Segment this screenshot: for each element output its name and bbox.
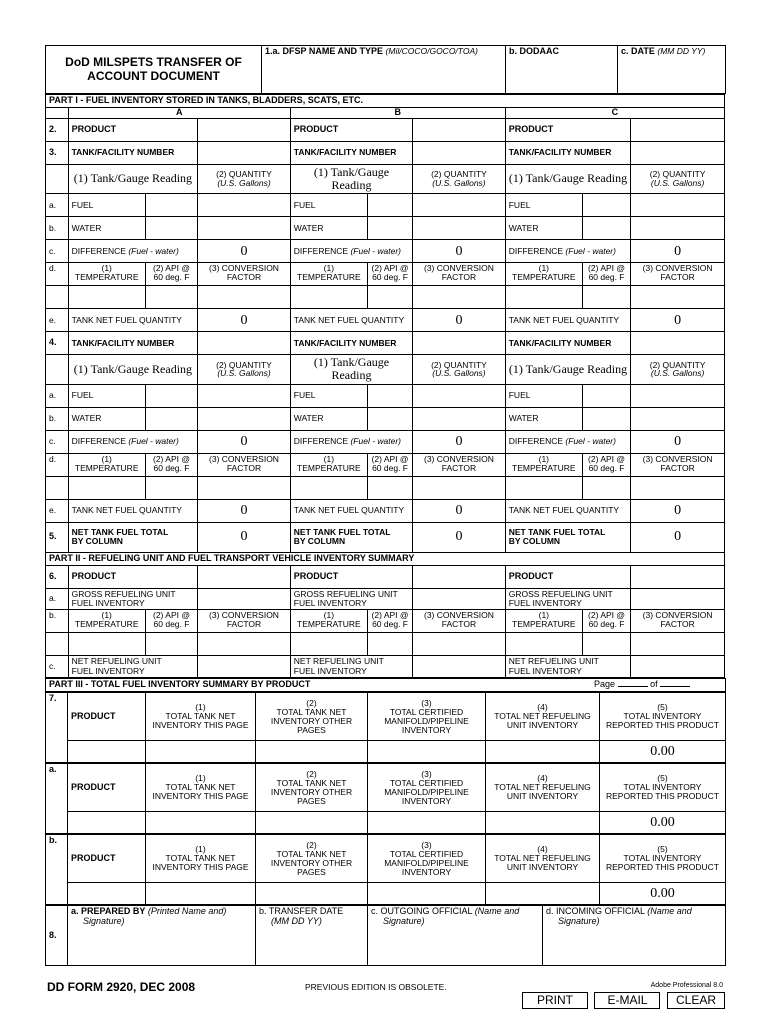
row4-num: 4. bbox=[46, 332, 69, 355]
temp-a-input[interactable] bbox=[68, 286, 145, 309]
quantity-c-header: (2) QUANTITY (U.S. Gallons) bbox=[631, 164, 725, 193]
api-a-header: (2) API @ 60 deg. F bbox=[145, 263, 197, 286]
water-a-qty[interactable] bbox=[198, 217, 291, 240]
water2-a-gauge[interactable] bbox=[145, 407, 197, 430]
product-b-label: PRODUCT bbox=[290, 118, 412, 141]
part3-table bbox=[45, 678, 726, 692]
row7-v1-input[interactable] bbox=[146, 741, 256, 763]
difference-a-label: DIFFERENCE (Fuel - water) bbox=[68, 240, 198, 263]
difference2-c-label: DIFFERENCE (Fuel - water) bbox=[505, 430, 630, 453]
conv-c-header: (3) CONVERSION FACTOR bbox=[631, 263, 725, 286]
p2-conv-b-input[interactable] bbox=[413, 633, 506, 656]
water-b-qty[interactable] bbox=[413, 217, 506, 240]
fuel-c-gauge[interactable] bbox=[582, 194, 630, 217]
rowa-num: a. bbox=[46, 764, 68, 834]
water-a-label: WATER bbox=[68, 217, 145, 240]
form-title-line1: DoD MILSPETS TRANSFER OF bbox=[65, 55, 242, 70]
api2-b-header: (2) API @ 60 deg. F bbox=[367, 453, 412, 476]
row7-total-value: 0.00 bbox=[600, 741, 726, 763]
incoming-official-hint: (Name and bbox=[647, 906, 692, 917]
rowb-v3-input[interactable] bbox=[368, 883, 486, 905]
net-refuel-b-label: NET REFUELING UNIT FUEL INVENTORY bbox=[290, 656, 412, 678]
p2-product-a-label: PRODUCT bbox=[68, 565, 198, 588]
gross-b-input[interactable] bbox=[413, 588, 506, 610]
rowb-product-label: PRODUCT bbox=[68, 835, 146, 883]
tank-net2-b-label: TANK NET FUEL QUANTITY bbox=[290, 499, 412, 522]
gauge-reading-b: (1) Tank/Gauge Reading bbox=[290, 164, 412, 193]
fuel2-c-qty[interactable] bbox=[631, 384, 725, 407]
api2-a-header: (2) API @ 60 deg. F bbox=[145, 453, 197, 476]
water2-a-label: WATER bbox=[68, 407, 145, 430]
row7-h2: (2) TOTAL TANK NET INVENTORY OTHER PAGES bbox=[256, 693, 368, 741]
row3e-num: e. bbox=[46, 309, 69, 332]
rowa-product-input[interactable] bbox=[68, 812, 146, 834]
api2-b-input[interactable] bbox=[367, 476, 412, 499]
date-label: c. DATE bbox=[621, 46, 655, 56]
fuel2-a-gauge[interactable] bbox=[145, 384, 197, 407]
row7-h1: (1) TOTAL TANK NET INVENTORY THIS PAGE bbox=[146, 693, 256, 741]
tank-net2-c-value: 0 bbox=[631, 499, 725, 522]
row8-num: 8. bbox=[46, 906, 68, 966]
row6b-num: b. bbox=[46, 610, 69, 633]
tank-facility-a-label: TANK/FACILITY NUMBER bbox=[68, 141, 198, 164]
row6c-num: c. bbox=[46, 656, 69, 678]
rowb-total-value: 0.00 bbox=[600, 883, 726, 905]
temp-c-header: (1) TEMPERATURE bbox=[505, 263, 582, 286]
action-buttons bbox=[522, 992, 725, 1009]
water2-b-gauge[interactable] bbox=[367, 407, 412, 430]
transfer-date-hint: (MM DD YY) bbox=[271, 916, 322, 927]
row5-num: 5. bbox=[46, 522, 69, 552]
p2-temp-c-input[interactable] bbox=[505, 633, 582, 656]
form-id: DD FORM 2920, DEC 2008 bbox=[47, 980, 196, 994]
rowb-v1-input[interactable] bbox=[146, 883, 256, 905]
gauge-reading-c: (1) Tank/Gauge Reading bbox=[505, 164, 630, 193]
gauge-reading2-c: (1) Tank/Gauge Reading bbox=[505, 355, 630, 384]
product-a-label: PRODUCT bbox=[68, 118, 198, 141]
transfer-date-field[interactable] bbox=[256, 906, 368, 966]
rowa-v3-input[interactable] bbox=[368, 812, 486, 834]
rowb-num: b. bbox=[46, 835, 68, 905]
net-refuel-c-label: NET REFUELING UNIT FUEL INVENTORY bbox=[505, 656, 630, 678]
col-a-header: A bbox=[68, 107, 290, 118]
water-b-gauge[interactable] bbox=[367, 217, 412, 240]
rowb-v4-input[interactable] bbox=[486, 883, 600, 905]
part2-title: PART II - REFUELING UNIT AND FUEL TRANSPORT VEHICLE INVENTORY SUMMARY bbox=[46, 552, 725, 565]
net-refuel-a-input[interactable] bbox=[198, 656, 291, 678]
tank-facility2-a-label: TANK/FACILITY NUMBER bbox=[68, 332, 198, 355]
fuel-b-label: FUEL bbox=[290, 194, 367, 217]
quantity2-b-header: (2) QUANTITY (U.S. Gallons) bbox=[413, 355, 506, 384]
dfsp-name-field[interactable] bbox=[262, 46, 506, 94]
quantity2-a-header: (2) QUANTITY (U.S. Gallons) bbox=[198, 355, 291, 384]
gross-a-input[interactable] bbox=[198, 588, 291, 610]
prepared-by-field[interactable] bbox=[68, 906, 256, 966]
rowb-product-input[interactable] bbox=[68, 883, 146, 905]
page-input[interactable] bbox=[618, 686, 648, 687]
rowa-v1-input[interactable] bbox=[146, 812, 256, 834]
gauge-reading-a: (1) Tank/Gauge Reading bbox=[68, 164, 198, 193]
signature-table bbox=[45, 905, 726, 966]
email-button[interactable]: E-MAIL bbox=[594, 992, 660, 1009]
date-hint: (MM DD YY) bbox=[657, 46, 706, 56]
form-title-line2: ACCOUNT DOCUMENT bbox=[87, 68, 220, 83]
part1-table bbox=[45, 94, 725, 678]
fuel2-c-gauge[interactable] bbox=[582, 384, 630, 407]
row2-num: 2. bbox=[46, 118, 69, 141]
api-b-input[interactable] bbox=[367, 286, 412, 309]
water2-b-label: WATER bbox=[290, 407, 367, 430]
tank-facility-b-input[interactable] bbox=[413, 141, 506, 164]
tank-net-c-value: 0 bbox=[631, 309, 725, 332]
api2-c-input[interactable] bbox=[582, 476, 630, 499]
product-b-input[interactable] bbox=[413, 118, 506, 141]
temp-a-header: (1) TEMPERATURE bbox=[68, 263, 145, 286]
net-total-b-value: 0 bbox=[413, 522, 506, 552]
gross-b-label: GROSS REFUELING UNIT FUEL INVENTORY bbox=[290, 588, 412, 610]
rowb-h5: (5) TOTAL INVENTORY REPORTED THIS PRODUCT bbox=[600, 835, 726, 883]
rowb-v2-input[interactable] bbox=[256, 883, 368, 905]
page-total-input[interactable] bbox=[660, 686, 690, 687]
col-b-header: B bbox=[290, 107, 505, 118]
clear-button[interactable]: CLEAR bbox=[667, 992, 725, 1009]
tank-facility-a-input[interactable] bbox=[198, 141, 291, 164]
net-total-a-label: NET TANK FUEL TOTAL BY COLUMN bbox=[68, 522, 198, 552]
conv2-b-header: (3) CONVERSION FACTOR bbox=[413, 453, 506, 476]
p2-api-a-input[interactable] bbox=[145, 633, 197, 656]
fuel-a-label: FUEL bbox=[68, 194, 145, 217]
difference2-a-label: DIFFERENCE (Fuel - water) bbox=[68, 430, 198, 453]
part3-block-row7 bbox=[45, 692, 726, 763]
p2-api-b-input[interactable] bbox=[367, 633, 412, 656]
row6-num: 6. bbox=[46, 565, 69, 588]
conv-b-header: (3) CONVERSION FACTOR bbox=[413, 263, 506, 286]
conv-c-input[interactable] bbox=[631, 286, 725, 309]
p2-temp-b-input[interactable] bbox=[290, 633, 367, 656]
tank-net2-a-label: TANK NET FUEL QUANTITY bbox=[68, 499, 198, 522]
p2-api-b-header: (2) API @ 60 deg. F bbox=[367, 610, 412, 633]
fuel2-b-label: FUEL bbox=[290, 384, 367, 407]
water2-a-qty[interactable] bbox=[198, 407, 291, 430]
part1-title: PART I - FUEL INVENTORY STORED IN TANKS, BLADDERS, SCATS, ETC. bbox=[46, 95, 725, 108]
row7-product-label: PRODUCT bbox=[68, 693, 146, 741]
product-a-input[interactable] bbox=[198, 118, 291, 141]
transfer-date-label: b. TRANSFER DATE bbox=[259, 906, 344, 917]
tank-net2-c-label: TANK NET FUEL QUANTITY bbox=[505, 499, 630, 522]
tank-net-a-label: TANK NET FUEL QUANTITY bbox=[68, 309, 198, 332]
net-refuel-c-input[interactable] bbox=[631, 656, 725, 678]
tank-net2-a-value: 0 bbox=[198, 499, 291, 522]
rowa-total-value: 0.00 bbox=[600, 812, 726, 834]
temp2-a-input[interactable] bbox=[68, 476, 145, 499]
row3b-num: b. bbox=[46, 217, 69, 240]
tank-facility2-b-input[interactable] bbox=[413, 332, 506, 355]
row4b-num: b. bbox=[46, 407, 69, 430]
gross-c-input[interactable] bbox=[631, 588, 725, 610]
row7-product-input[interactable] bbox=[68, 741, 146, 763]
api-c-input[interactable] bbox=[582, 286, 630, 309]
fuel2-b-gauge[interactable] bbox=[367, 384, 412, 407]
water2-b-qty[interactable] bbox=[413, 407, 506, 430]
rowa-v4-input[interactable] bbox=[486, 812, 600, 834]
row7-v4-input[interactable] bbox=[486, 741, 600, 763]
rowa-h3: (3) TOTAL CERTIFIED MANIFOLD/PIPELINE INVENTORY bbox=[368, 764, 486, 812]
prepared-by-hint2: Signature) bbox=[83, 916, 125, 927]
p2-conv-c-input[interactable] bbox=[631, 633, 725, 656]
water2-c-gauge[interactable] bbox=[582, 407, 630, 430]
p2-product-b-input[interactable] bbox=[413, 565, 506, 588]
tank-net2-b-value: 0 bbox=[413, 499, 506, 522]
dodaac-field[interactable] bbox=[506, 46, 618, 94]
rowa-h1: (1) TOTAL TANK NET INVENTORY THIS PAGE bbox=[146, 764, 256, 812]
tank-net-b-label: TANK NET FUEL QUANTITY bbox=[290, 309, 412, 332]
difference-b-value: 0 bbox=[413, 240, 506, 263]
part3-block-rowa bbox=[45, 763, 726, 834]
net-total-c-label: NET TANK FUEL TOTAL BY COLUMN bbox=[505, 522, 630, 552]
api-b-header: (2) API @ 60 deg. F bbox=[367, 263, 412, 286]
api-a-input[interactable] bbox=[145, 286, 197, 309]
incoming-official-hint2: Signature) bbox=[558, 916, 600, 927]
dodaac-label: b. DODAAC bbox=[509, 46, 559, 56]
tank-facility-c-label: TANK/FACILITY NUMBER bbox=[505, 141, 630, 164]
p2-conv-a-input[interactable] bbox=[198, 633, 291, 656]
p2-temp-c-header: (1) TEMPERATURE bbox=[505, 610, 582, 633]
rowa-product-label: PRODUCT bbox=[68, 764, 146, 812]
api2-c-header: (2) API @ 60 deg. F bbox=[582, 453, 630, 476]
product-c-input[interactable] bbox=[631, 118, 725, 141]
tank-facility-b-label: TANK/FACILITY NUMBER bbox=[290, 141, 412, 164]
water-c-qty[interactable] bbox=[631, 217, 725, 240]
p2-api-c-input[interactable] bbox=[582, 633, 630, 656]
rowb-h3: (3) TOTAL CERTIFIED MANIFOLD/PIPELINE INVENTORY bbox=[368, 835, 486, 883]
rowb-h2: (2) TOTAL TANK NET INVENTORY OTHER PAGES bbox=[256, 835, 368, 883]
temp-b-input[interactable] bbox=[290, 286, 367, 309]
temp2-b-input[interactable] bbox=[290, 476, 367, 499]
gross-c-label: GROSS REFUELING UNIT FUEL INVENTORY bbox=[505, 588, 630, 610]
software-note: Adobe Professional 8.0 bbox=[650, 982, 723, 989]
tank-facility2-a-input[interactable] bbox=[198, 332, 291, 355]
form-footer bbox=[45, 978, 725, 1018]
gauge-reading2-a: (1) Tank/Gauge Reading bbox=[68, 355, 198, 384]
dfsp-name-hint: (Mil/COCO/GOCO/TOA) bbox=[385, 46, 478, 56]
outgoing-official-hint: (Name and bbox=[474, 906, 520, 917]
conv2-b-input[interactable] bbox=[413, 476, 506, 499]
p2-temp-a-input[interactable] bbox=[68, 633, 145, 656]
tank-net-c-label: TANK NET FUEL QUANTITY bbox=[505, 309, 630, 332]
rowb-h1: (1) TOTAL TANK NET INVENTORY THIS PAGE bbox=[146, 835, 256, 883]
net-total-b-label: NET TANK FUEL TOTAL BY COLUMN bbox=[290, 522, 412, 552]
p2-conv-b-header: (3) CONVERSION FACTOR bbox=[413, 610, 506, 633]
row7-h5: (5) TOTAL INVENTORY REPORTED THIS PRODUCT bbox=[600, 693, 726, 741]
conv2-c-header: (3) CONVERSION FACTOR bbox=[631, 453, 725, 476]
difference2-b-label: DIFFERENCE (Fuel - water) bbox=[290, 430, 412, 453]
part3-block-rowb bbox=[45, 834, 726, 905]
row4d-num: d. bbox=[46, 453, 69, 476]
obsolete-note: PREVIOUS EDITION IS OBSOLETE. bbox=[305, 982, 447, 992]
water-c-gauge[interactable] bbox=[582, 217, 630, 240]
tank-facility2-c-input[interactable] bbox=[631, 332, 725, 355]
page-label: Page bbox=[594, 679, 616, 690]
date-field[interactable] bbox=[618, 46, 726, 94]
temp2-a-header: (1) TEMPERATURE bbox=[68, 453, 145, 476]
water-a-gauge[interactable] bbox=[145, 217, 197, 240]
net-total-a-value: 0 bbox=[198, 522, 291, 552]
form-header bbox=[45, 45, 726, 94]
row7-v3-input[interactable] bbox=[368, 741, 486, 763]
quantity2-c-header: (2) QUANTITY (U.S. Gallons) bbox=[631, 355, 725, 384]
outgoing-official-hint2: Signature) bbox=[383, 916, 425, 927]
rowa-h5: (5) TOTAL INVENTORY REPORTED THIS PRODUCT bbox=[600, 764, 726, 812]
row3c-num: c. bbox=[46, 240, 69, 263]
conv2-a-input[interactable] bbox=[198, 476, 291, 499]
temp2-b-header: (1) TEMPERATURE bbox=[290, 453, 367, 476]
outgoing-official-label: c. OUTGOING OFFICIAL bbox=[371, 906, 473, 917]
conv2-c-input[interactable] bbox=[631, 476, 725, 499]
p2-conv-a-header: (3) CONVERSION FACTOR bbox=[198, 610, 291, 633]
net-total-c-value: 0 bbox=[631, 522, 725, 552]
tank-facility2-c-label: TANK/FACILITY NUMBER bbox=[505, 332, 630, 355]
difference2-b-value: 0 bbox=[413, 430, 506, 453]
form-title bbox=[46, 46, 262, 94]
row3a-num: a. bbox=[46, 194, 69, 217]
temp-c-input[interactable] bbox=[505, 286, 582, 309]
api2-a-input[interactable] bbox=[145, 476, 197, 499]
rowa-v2-input[interactable] bbox=[256, 812, 368, 834]
rowa-h2: (2) TOTAL TANK NET INVENTORY OTHER PAGES bbox=[256, 764, 368, 812]
row4c-num: c. bbox=[46, 430, 69, 453]
temp2-c-input[interactable] bbox=[505, 476, 582, 499]
temp2-c-header: (1) TEMPERATURE bbox=[505, 453, 582, 476]
conv-b-input[interactable] bbox=[413, 286, 506, 309]
net-refuel-b-input[interactable] bbox=[413, 656, 506, 678]
part3-title: PART III - TOTAL FUEL INVENTORY SUMMARY BY PRODUCT bbox=[49, 679, 311, 690]
p2-product-c-input[interactable] bbox=[631, 565, 725, 588]
fuel-b-qty[interactable] bbox=[413, 194, 506, 217]
row4e-num: e. bbox=[46, 499, 69, 522]
temp-b-header: (1) TEMPERATURE bbox=[290, 263, 367, 286]
rowb-h4: (4) TOTAL NET REFUELING UNIT INVENTORY bbox=[486, 835, 600, 883]
difference-a-value: 0 bbox=[198, 240, 291, 263]
difference2-c-value: 0 bbox=[631, 430, 725, 453]
p2-temp-b-header: (1) TEMPERATURE bbox=[290, 610, 367, 633]
row3d-num: d. bbox=[46, 263, 69, 286]
rowa-h4: (4) TOTAL NET REFUELING UNIT INVENTORY bbox=[486, 764, 600, 812]
water2-c-label: WATER bbox=[505, 407, 582, 430]
gross-a-label: GROSS REFUELING UNIT FUEL INVENTORY bbox=[68, 588, 198, 610]
of-label: of bbox=[650, 679, 658, 690]
water-c-label: WATER bbox=[505, 217, 582, 240]
col-c-header: C bbox=[505, 107, 724, 118]
row3-num: 3. bbox=[46, 141, 69, 164]
fuel-c-qty[interactable] bbox=[631, 194, 725, 217]
fuel2-b-qty[interactable] bbox=[413, 384, 506, 407]
difference-c-value: 0 bbox=[631, 240, 725, 263]
fuel2-a-qty[interactable] bbox=[198, 384, 291, 407]
fuel-a-qty[interactable] bbox=[198, 194, 291, 217]
p2-api-a-header: (2) API @ 60 deg. F bbox=[145, 610, 197, 633]
prepared-by-label: a. PREPARED BY bbox=[71, 906, 146, 917]
tank-facility-c-input[interactable] bbox=[631, 141, 725, 164]
api-c-header: (2) API @ 60 deg. F bbox=[582, 263, 630, 286]
conv2-a-header: (3) CONVERSION FACTOR bbox=[198, 453, 291, 476]
tank-net-a-value: 0 bbox=[198, 309, 291, 332]
row6a-num: a. bbox=[46, 588, 69, 610]
print-button[interactable]: PRINT bbox=[522, 992, 588, 1009]
difference-b-label: DIFFERENCE (Fuel - water) bbox=[290, 240, 412, 263]
conv-a-header: (3) CONVERSION FACTOR bbox=[198, 263, 291, 286]
fuel-b-gauge[interactable] bbox=[367, 194, 412, 217]
water-b-label: WATER bbox=[290, 217, 367, 240]
row7-h3: (3) TOTAL CERTIFIED MANIFOLD/PIPELINE INVENTORY bbox=[368, 693, 486, 741]
tank-net-b-value: 0 bbox=[413, 309, 506, 332]
row7-v2-input[interactable] bbox=[256, 741, 368, 763]
form-page bbox=[45, 45, 725, 966]
page-counter bbox=[594, 680, 690, 690]
dfsp-name-label: 1.a. DFSP NAME AND TYPE bbox=[265, 46, 384, 56]
water2-c-qty[interactable] bbox=[631, 407, 725, 430]
difference-c-label: DIFFERENCE (Fuel - water) bbox=[505, 240, 630, 263]
p2-product-c-label: PRODUCT bbox=[505, 565, 630, 588]
row7-h4: (4) TOTAL NET REFUELING UNIT INVENTORY bbox=[486, 693, 600, 741]
conv-a-input[interactable] bbox=[198, 286, 291, 309]
quantity-a-header: (2) QUANTITY (U.S. Gallons) bbox=[198, 164, 291, 193]
incoming-official-label: d. INCOMING OFFICIAL bbox=[546, 906, 645, 917]
part3-title-row bbox=[46, 679, 726, 692]
p2-product-b-label: PRODUCT bbox=[290, 565, 412, 588]
prepared-by-hint: (Printed Name and) bbox=[147, 906, 227, 917]
fuel-a-gauge[interactable] bbox=[145, 194, 197, 217]
incoming-official-field[interactable] bbox=[543, 906, 726, 966]
tank-facility2-b-label: TANK/FACILITY NUMBER bbox=[290, 332, 412, 355]
fuel2-a-label: FUEL bbox=[68, 384, 145, 407]
p2-api-c-header: (2) API @ 60 deg. F bbox=[582, 610, 630, 633]
outgoing-official-field[interactable] bbox=[368, 906, 543, 966]
product-c-label: PRODUCT bbox=[505, 118, 630, 141]
gauge-reading2-b: (1) Tank/Gauge Reading bbox=[290, 355, 412, 384]
quantity-b-header: (2) QUANTITY (U.S. Gallons) bbox=[413, 164, 506, 193]
net-refuel-a-label: NET REFUELING UNIT FUEL INVENTORY bbox=[68, 656, 198, 678]
row7-num: 7. bbox=[46, 693, 68, 763]
p2-conv-c-header: (3) CONVERSION FACTOR bbox=[631, 610, 725, 633]
p2-product-a-input[interactable] bbox=[198, 565, 291, 588]
difference2-a-value: 0 bbox=[198, 430, 291, 453]
fuel-c-label: FUEL bbox=[505, 194, 582, 217]
p2-temp-a-header: (1) TEMPERATURE bbox=[68, 610, 145, 633]
fuel2-c-label: FUEL bbox=[505, 384, 582, 407]
row4a-num: a. bbox=[46, 384, 69, 407]
